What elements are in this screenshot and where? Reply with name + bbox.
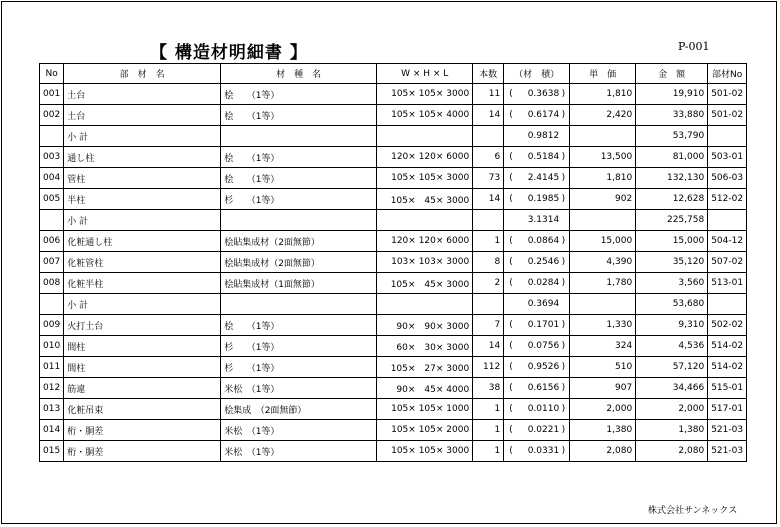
member-code: 514-02 (708, 357, 747, 378)
material-name: 桧集成 （2面無節） (221, 399, 377, 420)
member-name: 半柱 (64, 189, 221, 210)
volume-cell (504, 189, 570, 210)
volume-value: 2.4145 (527, 173, 560, 183)
member-code: 513-01 (708, 273, 747, 294)
material-empty (221, 210, 377, 231)
member-code: 502-02 (708, 315, 747, 336)
volume-close-paren: ) (561, 89, 566, 99)
row-no: 009 (40, 315, 64, 336)
dimensions: 105× 105× 1000 (377, 399, 473, 420)
volume-close-paren: ) (561, 383, 566, 393)
member-code: 504-12 (708, 231, 747, 252)
volume-close-paren: ) (561, 152, 566, 162)
material-name: 杉 （1等） (221, 189, 377, 210)
count-empty (473, 126, 504, 147)
volume-value: 0.0331 (527, 446, 560, 456)
table-row (40, 273, 747, 294)
material-name: 桧 （1等） (221, 315, 377, 336)
amount: 35,120 (636, 252, 708, 273)
document-title: 【 構造材明細書 】 (150, 43, 308, 63)
unit-price: 510 (570, 357, 636, 378)
table-row (40, 441, 747, 462)
row-no: 003 (40, 147, 64, 168)
unit-price: 2,080 (570, 441, 636, 462)
member-code: 507-02 (708, 252, 747, 273)
volume-open-paren: ( (509, 89, 513, 99)
material-name: 桧 （1等） (221, 147, 377, 168)
amount: 33,880 (636, 105, 708, 126)
unit-price: 1,380 (570, 420, 636, 441)
volume-cell (504, 399, 570, 420)
row-no: 006 (40, 231, 64, 252)
count: 8 (473, 252, 504, 273)
volume-close-paren: ) (561, 446, 566, 456)
volume-open-paren: ( (509, 341, 513, 351)
volume-value: 0.5184 (527, 152, 560, 162)
volume-value: 0.1701 (527, 320, 560, 330)
volume-open-paren: ( (509, 425, 513, 435)
material-detail-table (39, 63, 747, 462)
volume-value: 0.0110 (527, 404, 560, 414)
subtotal-label: 小 計 (64, 210, 221, 231)
row-no-empty (40, 294, 64, 315)
dimensions: 105× 105× 3000 (377, 168, 473, 189)
volume-close-paren: ) (561, 257, 566, 267)
member-code-empty (708, 294, 747, 315)
volume-value: 0.0756 (527, 341, 560, 351)
dimensions: 105× 105× 3000 (377, 441, 473, 462)
member-code: 501-02 (708, 105, 747, 126)
header-member-name: 部 材 名 (64, 64, 221, 84)
member-code: 503-01 (708, 147, 747, 168)
volume-cell (504, 105, 570, 126)
material-name: 米松 （1等） (221, 441, 377, 462)
member-name: 化粧吊束 (64, 399, 221, 420)
material-name: 米松 （1等） (221, 378, 377, 399)
member-code: 506-03 (708, 168, 747, 189)
member-name: 通し柱 (64, 147, 221, 168)
material-name: 桧 （1等） (221, 105, 377, 126)
volume-value: 0.2546 (527, 257, 560, 267)
volume-value: 0.1985 (527, 194, 560, 204)
subtotal-volume-value: 3.1314 (527, 215, 560, 225)
volume-cell (504, 252, 570, 273)
volume-value: 0.6156 (527, 383, 560, 393)
amount: 2,000 (636, 399, 708, 420)
volume-open-paren: ( (509, 383, 513, 393)
dimensions: 103× 103× 3000 (377, 252, 473, 273)
volume-cell (504, 273, 570, 294)
count: 14 (473, 105, 504, 126)
volume-cell (504, 84, 570, 105)
table-row (40, 231, 747, 252)
count: 6 (473, 147, 504, 168)
table-row (40, 189, 747, 210)
subtotal-row (40, 210, 747, 231)
count: 11 (473, 84, 504, 105)
material-name: 桧貼集成材（1面無節） (221, 273, 377, 294)
volume-cell (504, 168, 570, 189)
volume-open-paren: ( (509, 236, 513, 246)
unit-price: 907 (570, 378, 636, 399)
page-number: P-001 (678, 40, 710, 53)
unit-price: 15,000 (570, 231, 636, 252)
volume-open-paren: ( (509, 257, 513, 267)
volume-open-paren: ( (509, 362, 513, 372)
amount: 3,560 (636, 273, 708, 294)
material-name: 桧 （1等） (221, 84, 377, 105)
volume-cell (504, 378, 570, 399)
member-name: 間柱 (64, 357, 221, 378)
volume-close-paren: ) (561, 320, 566, 330)
volume-cell (504, 420, 570, 441)
unit-price: 1,330 (570, 315, 636, 336)
table-body (40, 84, 747, 462)
row-no: 008 (40, 273, 64, 294)
material-name: 杉 （1等） (221, 357, 377, 378)
row-no: 015 (40, 441, 64, 462)
amount: 15,000 (636, 231, 708, 252)
table-row (40, 378, 747, 399)
volume-cell (504, 441, 570, 462)
count: 14 (473, 189, 504, 210)
unit-price: 2,420 (570, 105, 636, 126)
dimensions: 105× 105× 3000 (377, 84, 473, 105)
member-name: 管柱 (64, 168, 221, 189)
member-code-empty (708, 210, 747, 231)
header-unit-price: 単 価 (570, 64, 636, 84)
volume-close-paren: ) (561, 341, 566, 351)
table-row (40, 336, 747, 357)
table-row (40, 399, 747, 420)
volume-close-paren: ) (561, 110, 566, 120)
volume-value: 0.0284 (527, 278, 560, 288)
unit-price: 1,810 (570, 84, 636, 105)
unit-price: 2,000 (570, 399, 636, 420)
count: 2 (473, 273, 504, 294)
member-name: 桁・胴差 (64, 441, 221, 462)
volume-value: 0.0221 (527, 425, 560, 435)
volume-close-paren: ) (561, 236, 566, 246)
volume-cell (504, 231, 570, 252)
row-no: 001 (40, 84, 64, 105)
subtotal-amount: 225,758 (636, 210, 708, 231)
count-empty (473, 210, 504, 231)
row-no: 013 (40, 399, 64, 420)
member-code: 515-01 (708, 378, 747, 399)
volume-open-paren: ( (509, 446, 513, 456)
count: 1 (473, 441, 504, 462)
volume-open-paren: ( (509, 404, 513, 414)
amount: 4,536 (636, 336, 708, 357)
dimensions: 105× 105× 2000 (377, 420, 473, 441)
volume-open-paren: ( (509, 173, 513, 183)
count: 1 (473, 231, 504, 252)
row-no: 007 (40, 252, 64, 273)
volume-cell (504, 210, 570, 231)
amount: 9,310 (636, 315, 708, 336)
dimensions: 105× 105× 4000 (377, 105, 473, 126)
volume-close-paren: ) (561, 173, 566, 183)
company-name: 株式会社サンネックス (648, 506, 738, 516)
amount: 81,000 (636, 147, 708, 168)
subtotal-amount: 53,680 (636, 294, 708, 315)
unit-price: 13,500 (570, 147, 636, 168)
dimensions: 90× 45× 4000 (377, 378, 473, 399)
subtotal-row (40, 294, 747, 315)
unit-price: 902 (570, 189, 636, 210)
dimensions-empty (377, 294, 473, 315)
row-no: 002 (40, 105, 64, 126)
dimensions: 90× 90× 3000 (377, 315, 473, 336)
table-row (40, 420, 747, 441)
table-row (40, 105, 747, 126)
volume-value: 0.3638 (527, 89, 560, 99)
volume-close-paren: ) (561, 404, 566, 414)
volume-open-paren: ( (509, 320, 513, 330)
dimensions: 105× 45× 3000 (377, 273, 473, 294)
member-name: 土台 (64, 84, 221, 105)
count-empty (473, 294, 504, 315)
count: 73 (473, 168, 504, 189)
table-row (40, 147, 747, 168)
member-code: 517-01 (708, 399, 747, 420)
member-code: 501-02 (708, 84, 747, 105)
dimensions-empty (377, 126, 473, 147)
row-no: 011 (40, 357, 64, 378)
volume-close-paren: ) (561, 278, 566, 288)
volume-value: 0.9526 (527, 362, 560, 372)
table-row (40, 252, 747, 273)
subtotal-label: 小 計 (64, 126, 221, 147)
unit-price: 1,780 (570, 273, 636, 294)
member-code: 521-03 (708, 420, 747, 441)
header-volume: （材 積） (504, 64, 570, 84)
amount: 1,380 (636, 420, 708, 441)
table-row (40, 168, 747, 189)
volume-cell (504, 357, 570, 378)
material-name: 杉 （1等） (221, 336, 377, 357)
header-no: No (40, 64, 64, 84)
count: 7 (473, 315, 504, 336)
material-empty (221, 126, 377, 147)
table-header-row (40, 64, 747, 84)
volume-open-paren: ( (509, 152, 513, 162)
member-name: 化粧管柱 (64, 252, 221, 273)
unit-price: 1,810 (570, 168, 636, 189)
unit-price: 4,390 (570, 252, 636, 273)
material-name: 米松 （1等） (221, 420, 377, 441)
volume-cell (504, 294, 570, 315)
dimensions: 60× 30× 3000 (377, 336, 473, 357)
amount: 34,466 (636, 378, 708, 399)
unit-price-empty (570, 210, 636, 231)
count: 1 (473, 420, 504, 441)
count: 112 (473, 357, 504, 378)
header-member-code: 部材No (708, 64, 747, 84)
volume-close-paren: ) (561, 194, 566, 204)
member-name: 化粧通し柱 (64, 231, 221, 252)
unit-price: 324 (570, 336, 636, 357)
row-no: 012 (40, 378, 64, 399)
count: 38 (473, 378, 504, 399)
material-empty (221, 294, 377, 315)
header-material-name: 材 種 名 (221, 64, 377, 84)
row-no: 004 (40, 168, 64, 189)
subtotal-volume-value: 0.3694 (527, 299, 560, 309)
material-name: 桧貼集成材（2面無節） (221, 252, 377, 273)
unit-price-empty (570, 126, 636, 147)
volume-close-paren: ) (561, 362, 566, 372)
volume-open-paren: ( (509, 278, 513, 288)
member-name: 火打土台 (64, 315, 221, 336)
member-code: 512-02 (708, 189, 747, 210)
table-row (40, 357, 747, 378)
row-no-empty (40, 126, 64, 147)
volume-value: 0.0864 (527, 236, 560, 246)
dimensions: 120× 120× 6000 (377, 147, 473, 168)
dimensions: 120× 120× 6000 (377, 231, 473, 252)
member-code: 521-03 (708, 441, 747, 462)
volume-cell (504, 126, 570, 147)
subtotal-label: 小 計 (64, 294, 221, 315)
table-row (40, 315, 747, 336)
header-amount: 金 額 (636, 64, 708, 84)
member-name: 化粧半柱 (64, 273, 221, 294)
document-sheet (1, 1, 777, 524)
header-dimensions: W × H × L (377, 64, 473, 84)
dimensions-empty (377, 210, 473, 231)
count: 1 (473, 399, 504, 420)
member-code: 514-02 (708, 336, 747, 357)
header-count: 本数 (473, 64, 504, 84)
subtotal-amount: 53,790 (636, 126, 708, 147)
member-name: 土台 (64, 105, 221, 126)
dimensions: 105× 27× 3000 (377, 357, 473, 378)
material-name: 桧貼集成材（2面無節） (221, 231, 377, 252)
row-no: 005 (40, 189, 64, 210)
row-no: 014 (40, 420, 64, 441)
member-name: 桁・胴差 (64, 420, 221, 441)
volume-cell (504, 336, 570, 357)
volume-open-paren: ( (509, 110, 513, 120)
subtotal-row (40, 126, 747, 147)
member-code-empty (708, 126, 747, 147)
dimensions: 105× 45× 3000 (377, 189, 473, 210)
volume-cell (504, 315, 570, 336)
volume-cell (504, 147, 570, 168)
subtotal-volume-value: 0.9812 (527, 131, 560, 141)
member-name: 間柱 (64, 336, 221, 357)
volume-open-paren: ( (509, 194, 513, 204)
amount: 19,910 (636, 84, 708, 105)
count: 14 (473, 336, 504, 357)
amount: 12,628 (636, 189, 708, 210)
material-name: 桧 （1等） (221, 168, 377, 189)
member-name: 筋違 (64, 378, 221, 399)
row-no-empty (40, 210, 64, 231)
volume-value: 0.6174 (527, 110, 560, 120)
volume-close-paren: ) (561, 425, 566, 435)
amount: 132,130 (636, 168, 708, 189)
table-row (40, 84, 747, 105)
amount: 57,120 (636, 357, 708, 378)
row-no: 010 (40, 336, 64, 357)
amount: 2,080 (636, 441, 708, 462)
unit-price-empty (570, 294, 636, 315)
